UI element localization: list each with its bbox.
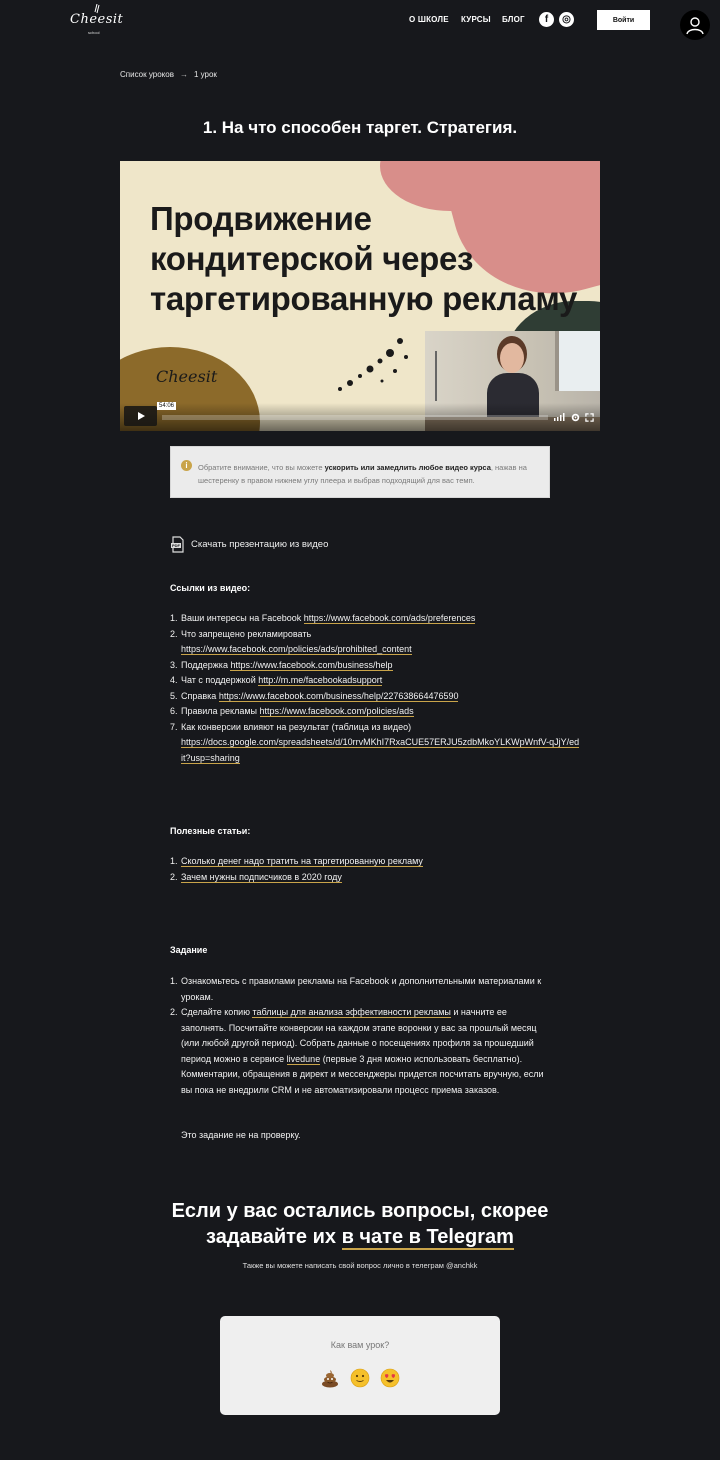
speed-notice-text: Обратите внимание, что вы можете ускорить или замедлить любое видео курса, нажав на шестеренку в правом нижнем углу плеера и выбрав подходящий для вас темп. bbox=[198, 463, 527, 485]
logo[interactable] bbox=[70, 6, 122, 36]
list-item: 5. Справка https://www.facebook.com/business/help/227638664476590 bbox=[170, 690, 459, 701]
pdf-icon bbox=[170, 536, 185, 553]
telegram-cta-subtitle: Также вы можете написать свой вопрос лично в телеграм @anchkk bbox=[242, 1261, 478, 1270]
video-control-icons bbox=[554, 411, 596, 423]
lesson-rating-card bbox=[220, 1316, 500, 1415]
articles-section-title: Полезные статьи: bbox=[170, 826, 251, 836]
list-item: 2. Что запрещено рекламировать https://www.facebook.com/policies/ads/prohibited_content bbox=[170, 628, 412, 654]
links-list bbox=[170, 611, 580, 766]
rating-question: Как вам урок? bbox=[330, 1340, 390, 1350]
articles-list bbox=[170, 854, 580, 885]
video-headline: Продвижение кондитерской через таргетированную рекламу bbox=[150, 200, 578, 317]
login-button[interactable]: Войти bbox=[597, 10, 650, 30]
nav-blog[interactable]: БЛОГ bbox=[502, 15, 525, 24]
video-logo: Cheesit bbox=[156, 367, 218, 386]
rating-options bbox=[220, 1368, 500, 1388]
poop-emoji-icon[interactable] bbox=[320, 1368, 340, 1388]
list-item: 1. Ваши интересы на Facebook https://www.facebook.com/ads/preferences bbox=[170, 613, 476, 623]
link-ads-preferences[interactable]: https://www.facebook.com/ads/preferences bbox=[303, 613, 476, 623]
site-header bbox=[0, 0, 720, 46]
link-spreadsheet[interactable]: https://docs.google.com/spreadsheets/d/10rrvMKhI7RxaCUE57ERJU5zdbMkoYLKWpWnfV-qJjY/edit?usp=sharing bbox=[181, 737, 580, 763]
speed-notice bbox=[170, 446, 550, 498]
link-help-article[interactable]: https://www.facebook.com/business/help/227638664476590 bbox=[218, 690, 459, 701]
article-link-followers[interactable]: Зачем нужны подписчиков в 2020 году bbox=[181, 871, 342, 882]
play-icon bbox=[136, 411, 146, 421]
link-business-help[interactable]: https://www.facebook.com/business/help bbox=[230, 659, 393, 670]
decor-specks bbox=[320, 331, 420, 411]
volume-icon[interactable] bbox=[554, 413, 566, 421]
task-list bbox=[170, 974, 550, 1098]
nav-school[interactable]: О ШКОЛЕ bbox=[409, 15, 449, 24]
user-icon bbox=[685, 15, 705, 35]
list-item: 2. Зачем нужны подписчиков в 2020 году bbox=[170, 871, 342, 882]
video-time: 54:06 bbox=[159, 403, 175, 409]
download-label: Скачать презентацию из видео bbox=[191, 538, 329, 550]
link-support-chat[interactable]: http://m.me/facebookadsupport bbox=[258, 675, 383, 685]
list-item: 6. Правила рекламы https://www.facebook.com/policies/ads bbox=[170, 706, 414, 716]
svg-text:PDF: PDF bbox=[172, 542, 180, 548]
logo-subtext: school bbox=[88, 30, 100, 35]
breadcrumb-separator: → bbox=[179, 70, 188, 79]
list-item: 4. Чат с поддержкой http://m.me/facebookadsupport bbox=[170, 675, 383, 685]
facebook-icon[interactable]: f bbox=[539, 12, 554, 27]
page-title: 1. На что способен таргет. Стратегия. bbox=[202, 118, 518, 137]
list-item: 3. Поддержка https://www.facebook.com/business/help bbox=[170, 659, 393, 670]
list-item: 2. Сделайте копию таблицы для анализа эффективности рекламы и начните ее заполнять. Посчитайте конверсии на каждом этапе воронки у вас за прошлый месяц (или любой другой период). Собрать данные о посещениях профиля за прошедший период можно в сервисе livedune (первые 3 дня можно использовать бесплатно). Комментарии, обращения в директ и мессенджеры придется посчитать вручную, если вы пока не внедрили CRM и не автоматизировали процесс приема заказов. bbox=[170, 1007, 544, 1095]
link-prohibited-content[interactable]: https://www.facebook.com/policies/ads/prohibited_content bbox=[181, 644, 412, 654]
link-ads-policies[interactable]: https://www.facebook.com/policies/ads bbox=[259, 706, 414, 716]
links-section-title: Ссылки из видео: bbox=[170, 583, 251, 593]
telegram-chat-link[interactable]: в чате в Telegram bbox=[341, 1226, 514, 1248]
link-livedune[interactable]: livedune bbox=[286, 1053, 321, 1064]
breadcrumb bbox=[120, 70, 217, 79]
list-item: 1. Ознакомьтесь с правилами рекламы на Facebook и дополнительными материалами к урокам. bbox=[170, 976, 542, 1002]
video-controls bbox=[120, 403, 600, 431]
link-analysis-table[interactable]: таблицы для анализа эффективности рекламы bbox=[252, 1007, 451, 1017]
logo-text: Cheesit bbox=[70, 12, 124, 27]
video-progress-bar[interactable] bbox=[162, 415, 548, 420]
heart-eyes-icon[interactable] bbox=[380, 1368, 400, 1388]
instagram-icon[interactable]: ◎ bbox=[559, 12, 574, 27]
download-presentation-link[interactable] bbox=[170, 535, 328, 553]
nav-courses[interactable]: КУРСЫ bbox=[461, 15, 491, 24]
neutral-face-icon[interactable] bbox=[350, 1368, 370, 1388]
list-item: 1. Сколько денег надо тратить на таргетированную рекламу bbox=[170, 856, 423, 866]
article-link-budget[interactable]: Сколько денег надо тратить на таргетированную рекламу bbox=[181, 856, 423, 866]
info-icon: i bbox=[181, 460, 192, 471]
task-section-title: Задание bbox=[170, 945, 208, 955]
task-footnote: Это задание не на проверку. bbox=[181, 1130, 301, 1140]
telegram-cta-title: Если у вас остались вопросы, скорее задавайте их в чате в Telegram bbox=[171, 1200, 549, 1248]
user-avatar[interactable] bbox=[680, 10, 710, 40]
breadcrumb-current: 1 урок bbox=[193, 70, 217, 79]
list-item: 7. Как конверсии влияют на результат (таблица из видео) https://docs.google.com/spreadsheets/d/10rrvMKhI7RxaCUE57ERJU5zdbMkoYLKWpWnfV-qJjY/edit?usp=sharing bbox=[170, 721, 580, 763]
breadcrumb-lessons-list[interactable]: Список уроков bbox=[120, 70, 174, 79]
settings-gear-icon[interactable] bbox=[571, 413, 580, 422]
fullscreen-icon[interactable] bbox=[585, 413, 594, 422]
video-player[interactable] bbox=[120, 161, 600, 431]
play-button[interactable] bbox=[124, 406, 157, 426]
